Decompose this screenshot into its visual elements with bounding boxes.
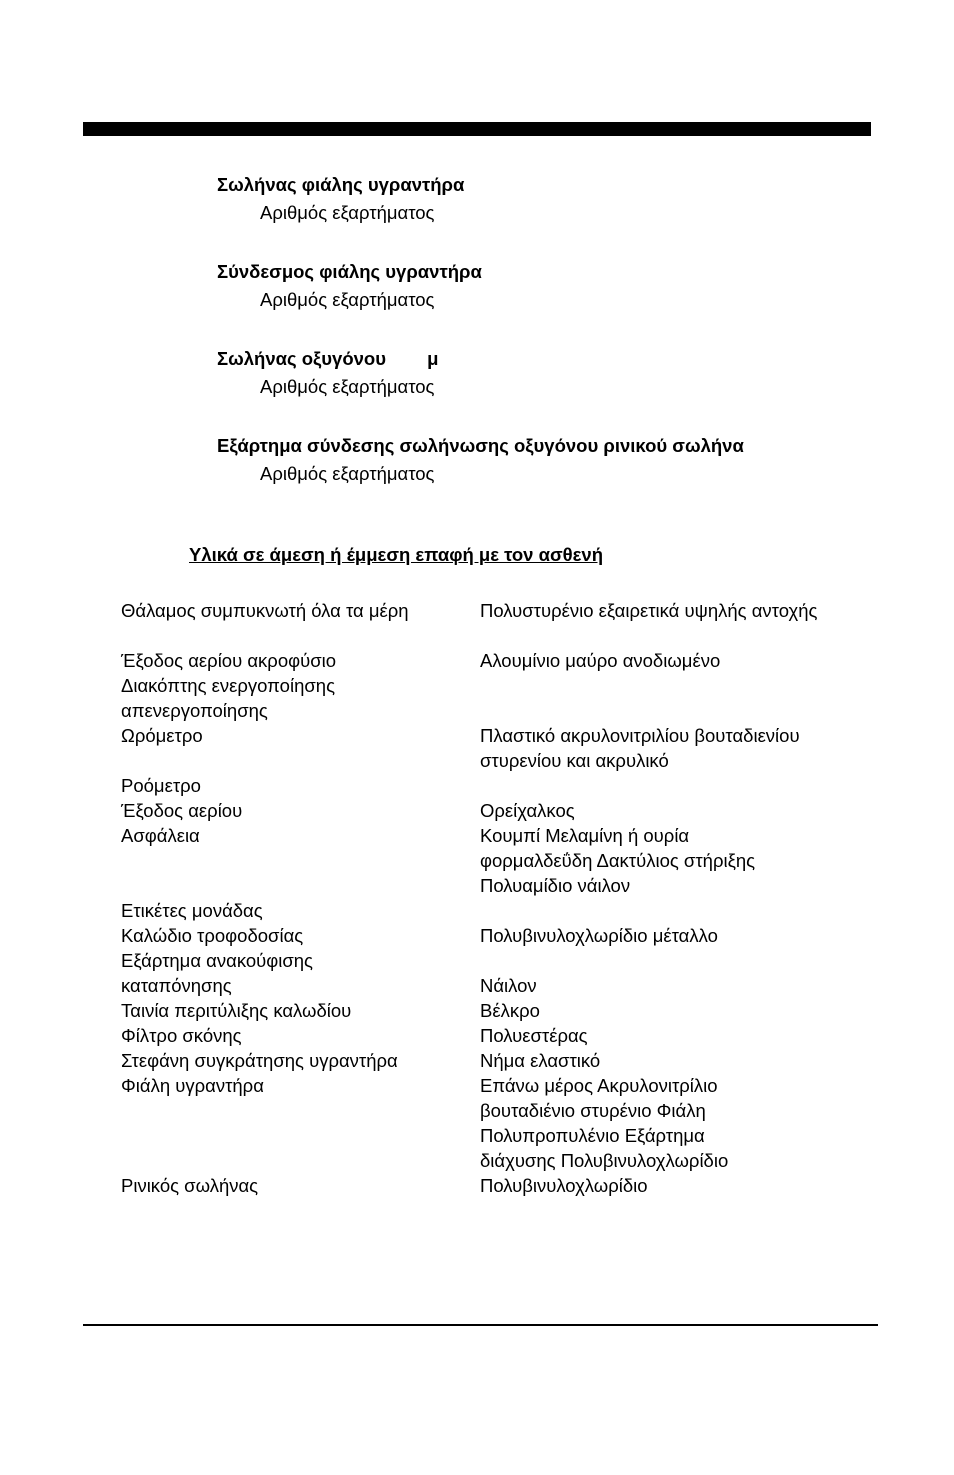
- part-entry: [217, 433, 877, 520]
- materials-row: [121, 898, 881, 923]
- component-cell: Καλώδιο τροφοδοσίας: [121, 925, 304, 946]
- materials-table: [121, 598, 881, 1198]
- component-cell: Φιάλη υγραντήρα: [121, 1075, 264, 1096]
- parts-list: [217, 172, 877, 520]
- part-number-label: Αριθμός εξαρτήματος: [260, 376, 435, 397]
- component-cell: Ροόμετρο: [121, 775, 201, 796]
- component-cell: Έξοδος αερίου: [121, 800, 243, 821]
- part-number-label: Αριθμός εξαρτήματος: [260, 202, 435, 223]
- materials-row: [121, 673, 881, 723]
- component-cell: Θάλαμος συμπυκνωτή όλα τα μέρη: [121, 600, 409, 621]
- material-cell: Βέλκρο: [480, 1000, 540, 1021]
- component-cell: Ωρόμετρο: [121, 725, 203, 746]
- materials-row: [121, 823, 881, 898]
- material-cell: Νήμα ελαστικό: [480, 1050, 601, 1071]
- part-entry: [217, 259, 877, 346]
- part-name: Εξάρτημα σύνδεσης σωλήνωσης οξυγόνου ρινικού σωλήνα: [217, 435, 744, 456]
- material-cell: [480, 773, 875, 798]
- component-cell: Φίλτρο σκόνης: [121, 1025, 242, 1046]
- part-entry: [217, 346, 877, 433]
- materials-row: [121, 798, 881, 823]
- material-cell: Πολυβινυλοχλωρίδιο μέταλλο: [480, 925, 718, 946]
- materials-row: [121, 998, 881, 1023]
- material-cell: Ορείχαλκος: [480, 800, 575, 821]
- materials-row: [121, 1173, 881, 1198]
- material-cell: Επάνω μέρος Ακρυλονιτρίλιο βουταδιένιο στυρένιο Φιάλη Πολυπροπυλένιο Εξάρτημα διάχυσης Πολυβινυλοχλωρίδιο: [480, 1075, 729, 1171]
- component-cell: Διακόπτης ενεργοποίησης απενεργοποίησης: [121, 675, 335, 721]
- component-cell: Ασφάλεια: [121, 825, 200, 846]
- component-cell: Ετικέτες μονάδας: [121, 900, 263, 921]
- material-cell: Πολυβινυλοχλωρίδιο: [480, 1175, 648, 1196]
- material-cell: Πολυεστέρας: [480, 1025, 588, 1046]
- materials-row: [121, 948, 881, 998]
- materials-row: [121, 773, 881, 798]
- component-cell: Έξοδος αερίου ακροφύσιο: [121, 650, 337, 671]
- material-cell: [480, 673, 875, 723]
- materials-row: [121, 723, 881, 773]
- material-cell: Πλαστικό ακρυλονιτριλίου βουταδιενίου στυρενίου και ακρυλικό: [480, 725, 800, 771]
- material-cell: [480, 623, 875, 648]
- footer-rule: [83, 1324, 878, 1326]
- material-cell: Αλουμίνιο μαύρο ανοδιωμένο: [480, 650, 721, 671]
- materials-row: [121, 648, 881, 673]
- component-cell: Ρινικός σωλήνας: [121, 1175, 259, 1196]
- materials-row: [121, 923, 881, 948]
- header-rule: [83, 122, 871, 136]
- part-name: Σωλήνας φιάλης υγραντήρα: [217, 174, 465, 195]
- material-cell: Κουμπί Μελαμίνη ή ουρία φορμαλδεΰδη Δακτύλιος στήριξης Πολυαμίδιο νάιλον: [480, 825, 756, 896]
- component-cell: Ταινία περιτύλιξης καλωδίου: [121, 1000, 352, 1021]
- materials-heading: Υλικά σε άμεση ή έμμεση επαφή με τον ασθενή: [189, 544, 604, 565]
- material-cell: [480, 898, 875, 923]
- part-number-label: Αριθμός εξαρτήματος: [260, 289, 435, 310]
- component-cell: Εξάρτημα ανακούφισης καταπόνησης: [121, 950, 313, 996]
- component-cell: [121, 623, 480, 648]
- materials-row: [121, 598, 881, 623]
- part-number-label: Αριθμός εξαρτήματος: [260, 463, 435, 484]
- materials-row: [121, 1073, 881, 1173]
- part-name: Σωλήνας οξυγόνου μ: [217, 348, 439, 369]
- component-cell: Στεφάνη συγκράτησης υγραντήρα: [121, 1050, 398, 1071]
- part-entry: [217, 172, 877, 259]
- material-cell: Πολυστυρένιο εξαιρετικά υψηλής αντοχής: [480, 600, 818, 621]
- material-cell: Νάιλον: [480, 975, 537, 996]
- materials-row: [121, 1023, 881, 1048]
- materials-row: [121, 1048, 881, 1073]
- part-name: Σύνδεσμος φιάλης υγραντήρα: [217, 261, 482, 282]
- materials-row: [121, 623, 881, 648]
